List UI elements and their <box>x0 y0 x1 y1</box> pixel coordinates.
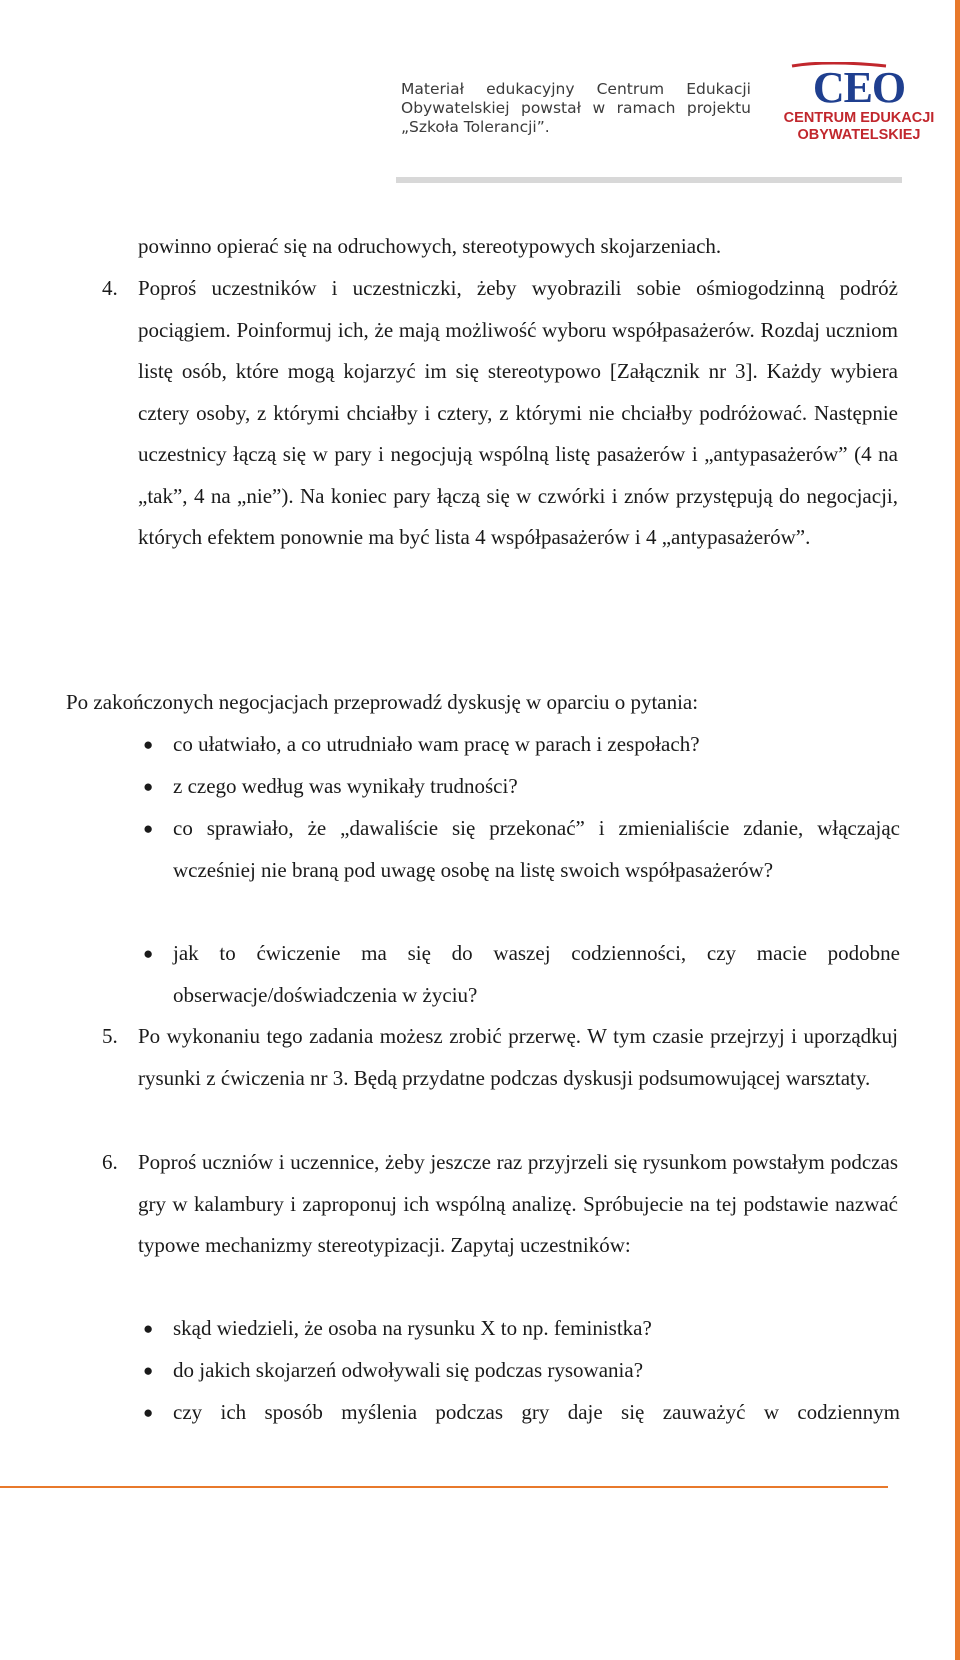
bullet-item <box>143 766 900 808</box>
bullet-dot: ● <box>143 735 154 754</box>
bullet-text: czy ich sposób myślenia podczas gry daje się zauważyć w codziennym <box>173 1400 900 1424</box>
list-item-4 <box>102 268 900 644</box>
logo-acronym: CEO <box>812 63 906 112</box>
bullet-item <box>143 1392 900 1434</box>
bullet-dot: ● <box>143 777 154 796</box>
bullet-dot: ● <box>143 1403 154 1422</box>
bullet-text: do jakich skojarzeń odwoływali się podczas rysowania? <box>173 1358 644 1382</box>
header-note <box>401 80 751 137</box>
bullet-dot: ● <box>143 1319 154 1338</box>
list-item-6 <box>102 1142 900 1310</box>
header-note-line: Obywatelskiej powstał w ramach projektu <box>401 99 751 117</box>
item-number: 4. <box>102 276 118 300</box>
item-number: 6. <box>102 1150 118 1174</box>
list-item-5 <box>102 1016 900 1142</box>
header-note-line: „Szkoła Tolerancji”. <box>401 118 550 136</box>
bullet-dot: ● <box>143 819 154 838</box>
bullet-dot: ● <box>143 944 154 963</box>
item-number: 5. <box>102 1024 118 1048</box>
bullet-item <box>143 724 900 766</box>
bullet-text: z czego według was wynikały trudności? <box>173 774 518 798</box>
item-text: Poproś uczestników i uczestniczki, żeby wyobrazili sobie ośmiogodzinną podróż pociągiem. Poinformuj ich, że mają możliwość wyboru współpasażerów. Rozdaj uczniom listę osób, które mogą kojarzyć im się stereotypowo [Załącznik nr 3]. Każdy wybiera cztery osoby, z którymi chciałby i cztery, z którymi nie chciałby podróżować. Następnie uczestnicy łączą się w pary i negocjują wspólną listę pasażerów i „antypasażerów” (4 na „tak”, 4 na „nie”). Na koniec pary łączą się w czwórki i znów przystępują do negocjacji, których efektem ponownie ma być lista 4 współpasażerów i 4 „antypasażerów”. <box>138 276 898 549</box>
item-text: Po wykonaniu tego zadania możesz zrobić przerwę. W tym czasie przejrzyj i uporządkuj rysunki z ćwiczenia nr 3. Będą przydatne podczas dyskusji podsumowującej warsztaty. <box>138 1024 898 1090</box>
header-note-line: Materiał edukacyjny Centrum Edukacji <box>401 80 751 98</box>
bullet-item <box>143 1350 900 1392</box>
ceo-logo-graphic <box>778 62 940 154</box>
bullet-text: skąd wiedzieli, że osoba na rysunku X to np. feministka? <box>173 1316 652 1340</box>
bullet-item <box>143 933 900 1016</box>
intro-continuation: powinno opierać się na odruchowych, stereotypowych skojarzeniach. <box>138 234 722 258</box>
ceo-logo <box>778 62 940 154</box>
footer-divider <box>0 1486 888 1488</box>
item-text: Poproś uczniów i uczennice, żeby jeszcze raz przyjrzeli się rysunkom powstałym podczas gry w kalambury i zaproponuj ich wspólną analizę. Spróbujecie na tej podstawie nazwać typowe mechanizmy stereotypizacji. Zapytaj uczestników: <box>138 1150 898 1257</box>
logo-line-2: OBYWATELSKIEJ <box>797 127 921 143</box>
bullet-text: co ułatwiało, a co utrudniało wam pracę w parach i zespołach? <box>173 732 700 756</box>
discussion-intro: Po zakończonych negocjacjach przeprowadź dyskusję w oparciu o pytania: <box>66 690 699 714</box>
bullet-text: jak to ćwiczenie ma się do waszej codzienności, czy macie podobne obserwacje/doświadczenia w życiu? <box>173 941 900 1007</box>
bullet-dot: ● <box>143 1361 154 1380</box>
bullet-item <box>143 1308 900 1350</box>
logo-line-1: CENTRUM EDUKACJI <box>783 110 935 126</box>
header-divider <box>396 177 902 183</box>
bullet-text: co sprawiało, że „dawaliście się przekonać” i zmienialiście zdanie, włączając wcześniej nie braną pod uwagę osobę na listę swoich współpasażerów? <box>173 816 900 882</box>
bullet-item <box>143 808 900 891</box>
page-edge-accent-bar <box>955 0 960 1660</box>
